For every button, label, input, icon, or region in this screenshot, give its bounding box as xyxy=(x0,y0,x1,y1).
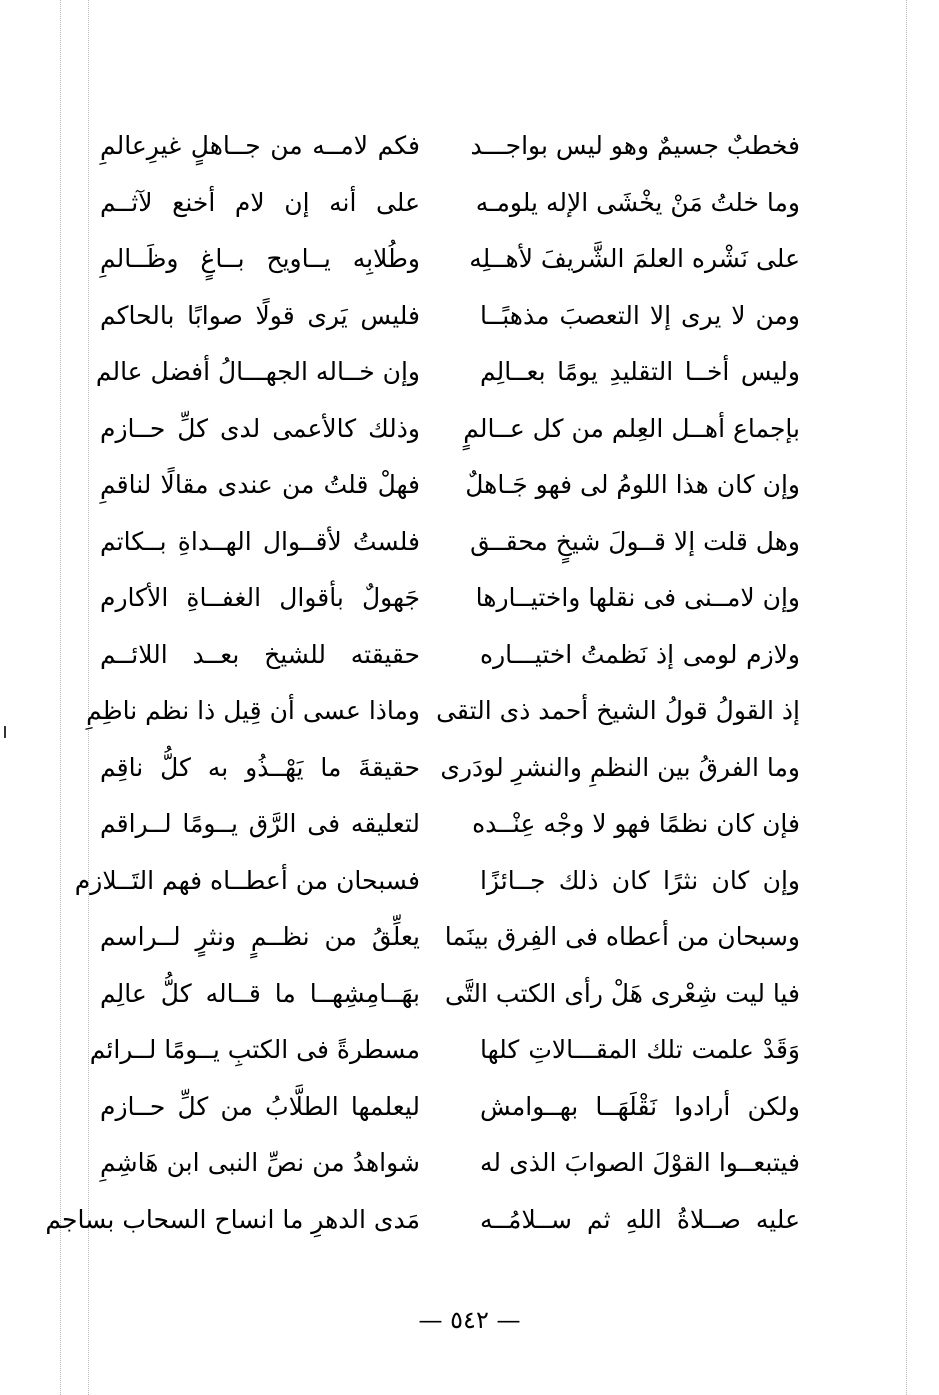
verse-first-hemistich: وإن كان هذا اللومُ لى فهو جَـاهلٌ xyxy=(465,470,800,500)
verse-first-hemistich: فيا ليت شِعْرى هَلْ رأى الكتب التَّى xyxy=(445,978,800,1008)
verse-first-hemistich: فيتبعــوا القوْلَ الصوابَ الذى له xyxy=(480,1148,800,1178)
verse xyxy=(100,627,800,684)
verse-first-hemistich: وهل قلت إلا قــولَ شيخٍ محقــق xyxy=(470,526,800,556)
verse-first-hemistich: بإجماع أهــل العِلم من كل عــالمٍ xyxy=(463,413,800,443)
verse-second-hemistich: وذلك كالأعمى لدى كلِّ حــازم xyxy=(100,413,420,443)
verse xyxy=(45,1192,800,1249)
verse-second-hemistich: جَهولٌ بأقوال الغفــاةِ الأكارم xyxy=(100,583,420,613)
verse xyxy=(100,175,800,232)
verse-second-hemistich: فكم لامــه من جــاهلٍ غيرِعالمِ xyxy=(100,131,420,161)
verse xyxy=(100,796,800,853)
verse-second-hemistich: ليعلمها الطلَّابُ من كلِّ حــازم xyxy=(100,1091,420,1121)
verse-first-hemistich: ولازم لومى إذ نَظمتُ اختيـــاره xyxy=(480,639,800,669)
verse xyxy=(100,966,800,1023)
verse-second-hemistich: وطُلابِه يــاويح بــاغٍ وظَــالمِ xyxy=(100,244,420,274)
verse-first-hemistich: وإن كان نثرًا كان ذلك جــائزًا xyxy=(480,865,800,895)
verse-second-hemistich: لتعليقه فى الرَّق يــومًا لــراقم xyxy=(100,809,420,839)
verse xyxy=(100,570,800,627)
verse-first-hemistich: ولكن أرادوا نَقْلَهَــا بهــوامش xyxy=(480,1091,800,1121)
scan-margin-line xyxy=(906,0,907,1395)
verse-second-hemistich: مَدى الدهرِ ما انساح السحاب بساجم xyxy=(45,1204,420,1234)
verse-first-hemistich: فخطبٌ جسيمٌ وهو ليس بواجـــد xyxy=(470,131,800,161)
verse xyxy=(74,853,800,910)
verse-first-hemistich: على نَشْره العلمَ الشَّريفَ لأهــلِه xyxy=(469,244,800,274)
verse xyxy=(100,231,800,288)
verse-first-hemistich: وَقَدْ علمت تلك المقـــالاتِ كلها xyxy=(480,1035,800,1065)
verse xyxy=(100,457,800,514)
verse-second-hemistich: فسبحان من أعطــاه فهم التَــلازم xyxy=(74,865,420,895)
verse-second-hemistich: فهلْ قلتُ من عندى مقالًا لناقمِ xyxy=(100,470,420,500)
verse-second-hemistich: وماذا عسى أن قِيل ذا نظم ناظِمِ xyxy=(86,696,420,726)
verse-second-hemistich: بهَــامِشِهــا ما قــاله كلُّ عالِم xyxy=(100,978,420,1008)
verse xyxy=(89,1022,800,1079)
verse xyxy=(100,118,800,175)
verse-second-hemistich: وإن خــاله الجهـــالُ أفضل عالم xyxy=(95,357,420,387)
verse-first-hemistich: وما خلتُ مَنْ يخْشَى الإله يلومـه xyxy=(475,187,800,217)
verse-first-hemistich: عليه صــلاةُ اللهِ ثم ســلامُــه xyxy=(480,1204,800,1234)
verse xyxy=(100,1079,800,1136)
verse xyxy=(100,514,800,571)
poem xyxy=(45,118,800,1248)
verse xyxy=(86,683,800,740)
verse xyxy=(100,401,800,458)
verse-second-hemistich: فليس يَرى قولًا صوابًا بالحاكم xyxy=(100,300,420,330)
verse-second-hemistich: مسطرةً فى الكتبِ يــومًا لــرائم xyxy=(89,1035,420,1065)
scan-mark xyxy=(4,726,6,738)
verse-first-hemistich: إذ القولُ قولُ الشيخ أحمد ذى التقى xyxy=(436,696,800,726)
verse-second-hemistich: حقيقته للشيخ بعــد اللائــم xyxy=(100,639,420,669)
verse-first-hemistich: وإن لامــنى فى نقلها واختيــارها xyxy=(475,583,800,613)
verse-second-hemistich: حقيقةَ ما يَهْــذُو به كلُّ ناقِم xyxy=(100,752,420,782)
verse-first-hemistich: وما الفرقُ بين النظمِ والنشرِ لودَرى xyxy=(440,752,800,782)
verse xyxy=(100,740,800,797)
verse-first-hemistich: فإن كان نظمًا فهو لا وجْه عِنْــده xyxy=(472,809,800,839)
verse xyxy=(100,288,800,345)
verse xyxy=(95,344,800,401)
verse-first-hemistich: وسبحان من أعطاه فى الفِرق بينَما xyxy=(444,922,800,952)
verse xyxy=(100,909,800,966)
verse xyxy=(100,1135,800,1192)
verse-first-hemistich: وليس أخــا التقليدِ يومًا بعــالِم xyxy=(480,357,800,387)
verse-second-hemistich: على أنه إن لام أخنع لآثــم xyxy=(100,187,420,217)
page-number: — ٥٤٢ — xyxy=(418,1306,521,1334)
verse-second-hemistich: يعلِّقُ من نظــمٍ ونثرٍ لــراسم xyxy=(100,922,420,952)
verse-first-hemistich: ومن لا يرى إلا التعصبَ مذهبًــا xyxy=(480,300,800,330)
scan-margin-line xyxy=(60,0,61,1395)
verse-second-hemistich: فلستُ لأقــوال الهــداةِ بــكاتم xyxy=(100,526,420,556)
verse-second-hemistich: شواهدُ من نصِّ النبى ابن هَاشِمِ xyxy=(100,1148,420,1178)
